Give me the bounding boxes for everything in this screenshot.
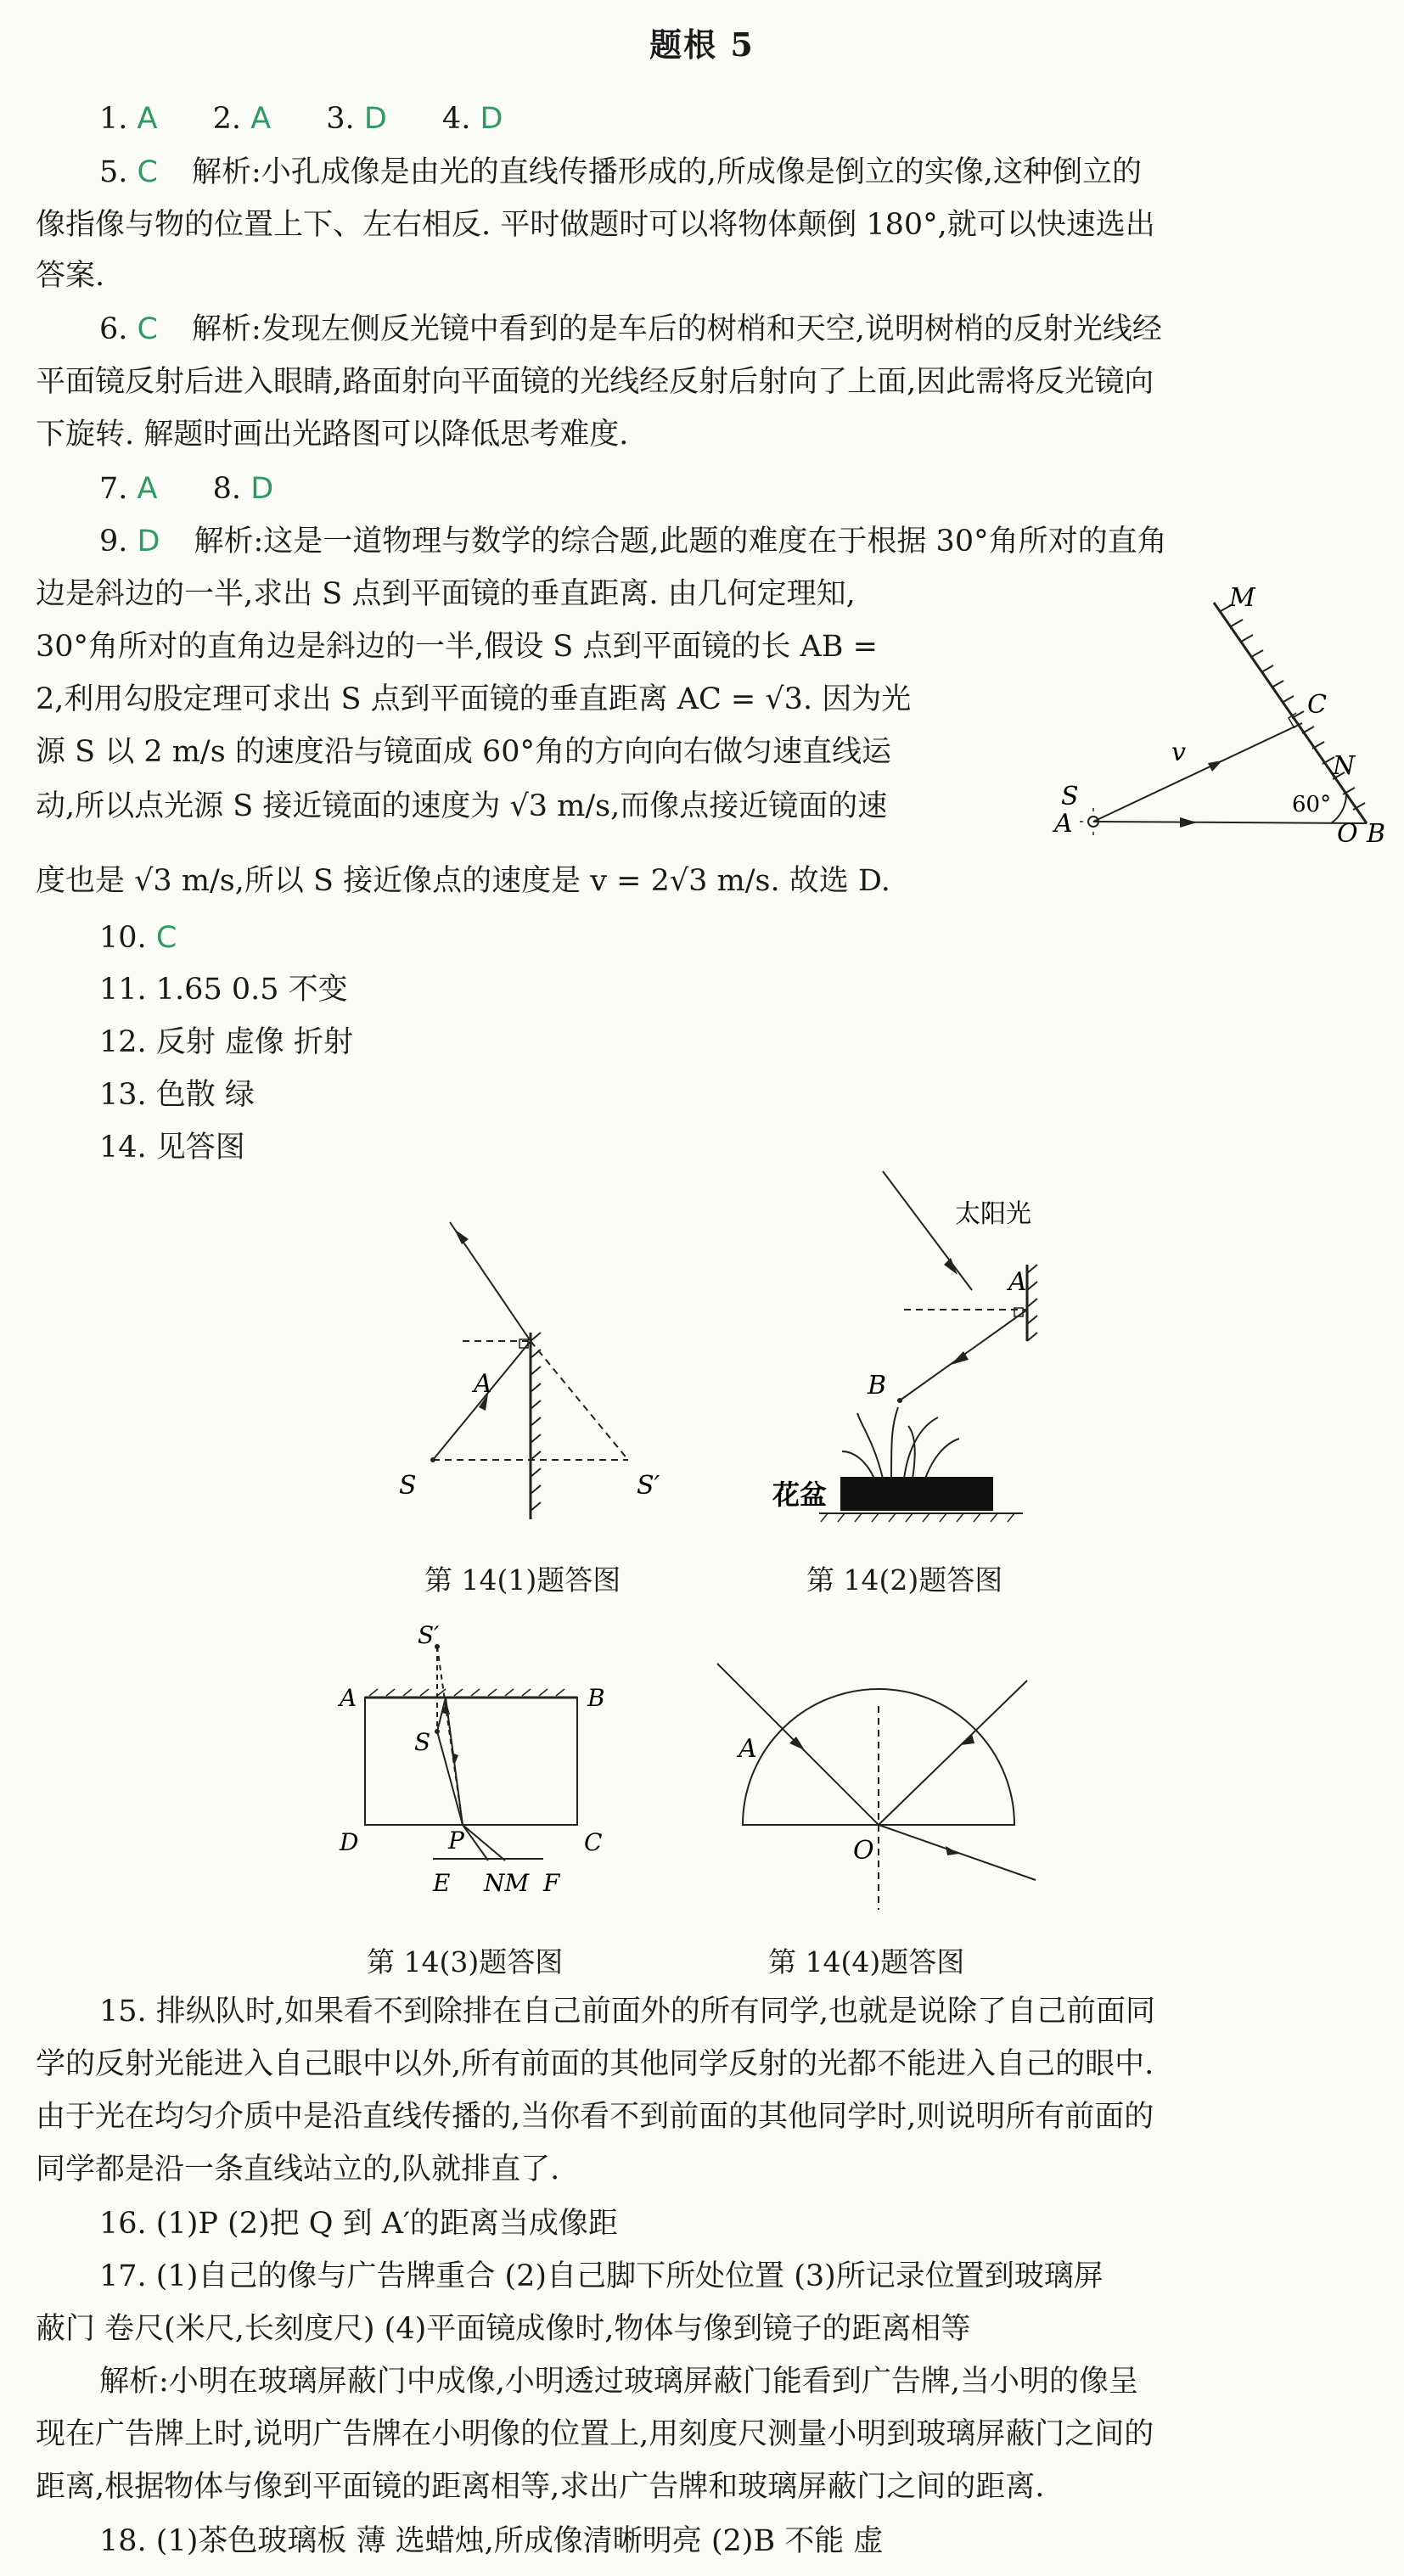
svg-text:A: A bbox=[474, 1369, 492, 1399]
svg-text:E: E bbox=[433, 1869, 451, 1897]
answer-8: D bbox=[250, 472, 274, 506]
q17-analysis-1: 解析:小明在玻璃屏蔽门中成像,小明透过玻璃屏蔽门能看到广告牌,当小明的像呈 bbox=[99, 2365, 1139, 2399]
answers-7-8: 7. A 8. D bbox=[99, 472, 274, 506]
q17-line-2: 蔽门 卷尺(米尺,长刻度尺) (4)平面镜成像时,物体与像到镜子的距离相等 bbox=[36, 2312, 971, 2346]
svg-text:S: S bbox=[414, 1728, 431, 1756]
q9-line-6: 动,所以点光源 S 接近镜面的速度为 √3 m/s,而像点接近镜面的速 bbox=[36, 789, 888, 823]
q18-line: 18. (1)茶色玻璃板 薄 选蜡烛,所成像清晰明亮 (2)B 不能 虚 bbox=[99, 2524, 884, 2558]
svg-text:60°: 60° bbox=[1292, 792, 1332, 817]
q6-line-1: 6. C 解析:发现左侧反光镜中看到的是车后的树梢和天空,说明树梢的反射光线经 bbox=[99, 312, 1162, 346]
svg-text:D: D bbox=[340, 1828, 359, 1856]
svg-text:O: O bbox=[1337, 819, 1358, 849]
q9-mirror-figure bbox=[1053, 583, 1392, 849]
q5-line-1: 5. C 解析:小孔成像是由光的直线传播形成的,所成像是倒立的实像,这种倒立的 bbox=[99, 155, 1143, 189]
svg-text:F: F bbox=[543, 1869, 560, 1897]
svg-text:B: B bbox=[868, 1371, 887, 1400]
q11-line: 11. 1.65 0.5 不变 bbox=[99, 973, 348, 1007]
svg-text:v: v bbox=[1171, 738, 1186, 767]
answer-1: A bbox=[137, 102, 158, 136]
svg-text:S′: S′ bbox=[418, 1621, 440, 1649]
answer-9: D bbox=[137, 525, 160, 558]
q10-line: 10. C bbox=[99, 921, 177, 955]
q15-line-1: 15. 排纵队时,如果看不到除排在自己前面外的所有同学,也就是说除了自己前面同 bbox=[99, 1995, 1156, 2029]
fig-14-1 bbox=[373, 1205, 696, 1528]
svg-text:S′: S′ bbox=[637, 1471, 660, 1501]
caption-14-4: 第 14(4)题答图 bbox=[768, 1945, 965, 1978]
svg-text:C: C bbox=[584, 1828, 603, 1856]
svg-text:O: O bbox=[853, 1836, 874, 1866]
q17-line-1: 17. (1)自己的像与广告牌重合 (2)自己脚下所处位置 (3)所记录位置到玻璃屏 bbox=[99, 2259, 1104, 2293]
svg-text:花盆: 花盆 bbox=[772, 1479, 828, 1511]
svg-text:P: P bbox=[448, 1827, 464, 1855]
q9-line-3: 30°角所对的直角边是斜边的一半,假设 S 点到平面镜的长 AB = bbox=[36, 630, 878, 664]
caption-14-2: 第 14(2)题答图 bbox=[806, 1563, 1003, 1597]
svg-text:NM: NM bbox=[484, 1869, 530, 1897]
svg-text:N: N bbox=[1333, 751, 1356, 781]
q15-line-3: 由于光在均匀介质中是沿直线传播的,当你看不到前面的其他同学时,则说明所有前面的 bbox=[36, 2100, 1154, 2134]
q16-line: 16. (1)P (2)把 Q 到 A′的距离当成像距 bbox=[99, 2207, 618, 2241]
q15-line-2: 学的反射光能进入自己眼中以外,所有前面的其他同学反射的光都不能进入自己的眼中. bbox=[36, 2047, 1154, 2081]
svg-text:M: M bbox=[1229, 583, 1255, 613]
q6-line-2: 平面镜反射后进入眼睛,路面射向平面镜的光线经反射后射向了上面,因此需将反光镜向 bbox=[36, 365, 1154, 399]
svg-text:S: S bbox=[399, 1471, 417, 1501]
answer-4: D bbox=[480, 102, 503, 136]
q9-line-1: 9. D 解析:这是一道物理与数学的综合题,此题的难度在于根据 30°角所对的直角 bbox=[99, 525, 1167, 558]
fig-14-2 bbox=[772, 1171, 1112, 1536]
answer-6: C bbox=[137, 312, 158, 346]
fig-14-4 bbox=[705, 1655, 1061, 1927]
q6-line-3: 下旋转. 解题时画出光路图可以降低思考难度. bbox=[36, 418, 629, 452]
q9-line-7: 度也是 √3 m/s,所以 S 接近像点的速度是 v = 2√3 m/s. 故选 D. bbox=[36, 864, 890, 898]
q9-line-2: 边是斜边的一半,求出 S 点到平面镜的垂直距离. 由几何定理知, bbox=[36, 577, 856, 611]
svg-text:C: C bbox=[1307, 690, 1327, 720]
caption-14-3: 第 14(3)题答图 bbox=[367, 1945, 564, 1978]
answer-10: C bbox=[155, 921, 177, 955]
page-title: 题根 5 bbox=[649, 25, 755, 64]
q13-line: 13. 色散 绿 bbox=[99, 1078, 255, 1112]
q17-analysis-2: 现在广告牌上时,说明广告牌在小明像的位置上,用刻度尺测量小明到玻璃屏蔽门之间的 bbox=[36, 2417, 1154, 2451]
q17-analysis-3: 距离,根据物体与像到平面镜的距离相等,求出广告牌和玻璃屏蔽门之间的距离. bbox=[36, 2470, 1045, 2504]
svg-text:A: A bbox=[340, 1684, 357, 1712]
svg-text:A: A bbox=[1008, 1267, 1027, 1297]
svg-text:S: S bbox=[1061, 782, 1079, 811]
answer-7: A bbox=[137, 472, 158, 506]
fig-14-3 bbox=[340, 1621, 662, 1935]
q9-line-4: 2,利用勾股定理可求出 S 点到平面镜的垂直距离 AC = √3. 因为光 bbox=[36, 682, 912, 716]
answer-3: D bbox=[363, 102, 387, 136]
svg-text:A: A bbox=[1054, 809, 1073, 839]
svg-text:A: A bbox=[739, 1734, 757, 1764]
q9-line-5: 源 S 以 2 m/s 的速度沿与镜面成 60°角的方向向右做匀速直线运 bbox=[36, 735, 891, 769]
svg-text:太阳光: 太阳光 bbox=[955, 1199, 1031, 1229]
q5-line-3: 答案. bbox=[36, 259, 105, 293]
answer-5: C bbox=[137, 155, 158, 189]
svg-text:B: B bbox=[1367, 819, 1386, 849]
q15-line-4: 同学都是沿一条直线站立的,队就排直了. bbox=[36, 2152, 560, 2186]
answers-1-4: 1. A 2. A 3. D 4. D bbox=[99, 102, 503, 136]
q12-line: 12. 反射 虚像 折射 bbox=[99, 1025, 354, 1059]
caption-14-1: 第 14(1)题答图 bbox=[424, 1563, 621, 1597]
q14-line: 14. 见答图 bbox=[99, 1131, 245, 1165]
answer-2: A bbox=[250, 102, 272, 136]
svg-text:B: B bbox=[587, 1684, 605, 1712]
q5-line-2: 像指像与物的位置上下、左右相反. 平时做题时可以将物体颠倒 180°,就可以快速选出 bbox=[36, 208, 1155, 242]
